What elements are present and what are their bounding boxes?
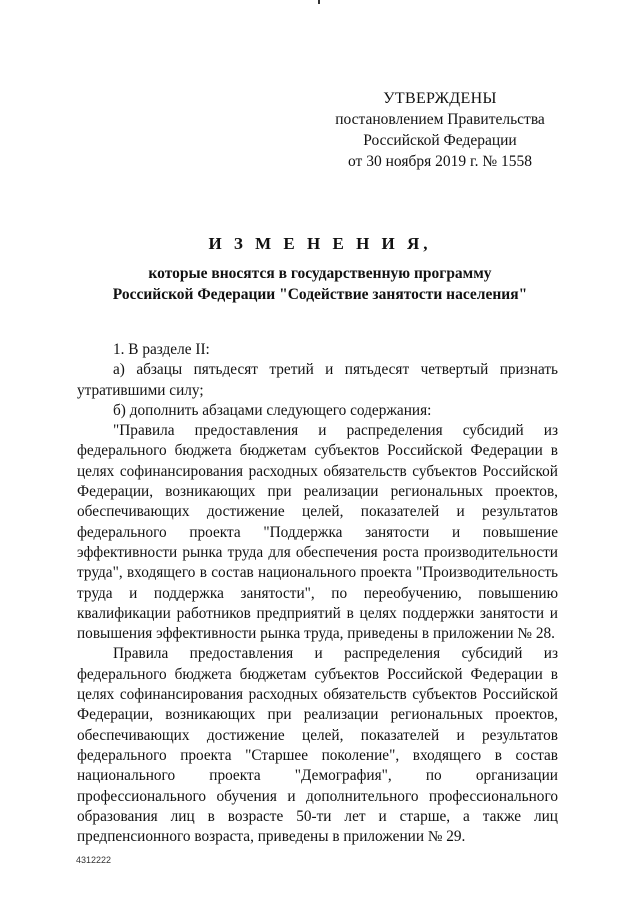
document-code: 4312222 bbox=[76, 855, 112, 865]
paragraph-rules-28: "Правила предоставления и распределения субсидий из федерального бюджета бюджетам субъектов Российской Федерации в целях софинансирования расходных обязательств субъектов Российской Федерации, возникающих при реализации региональных проектов, обеспечивающих достижение целей, показателей и результатов федерального проекта "Поддержка занятости и повышение эффективности рынка труда для обеспечения роста производительности труда", входящего в состав национального проекта "Производительность труда и поддержка занятости", по переобучению, повышению квалификации работников предприятий в целях поддержки занятости и повышения эффективности рынка труда, приведены в приложении № 28. bbox=[77, 422, 558, 643]
document-subheading bbox=[0, 263, 640, 305]
approval-title: УТВЕРЖДЕНЫ bbox=[383, 90, 497, 107]
approval-line-1: постановлением Правительства bbox=[335, 111, 545, 128]
document-body bbox=[77, 340, 558, 847]
approval-block bbox=[330, 88, 550, 172]
paragraph-item-b: б) дополнить абзацами следующего содержания: bbox=[113, 401, 432, 419]
page-top-mark bbox=[318, 0, 320, 4]
paragraph-item-a: а) абзацы пятьдесят третий и пятьдесят четвертый признать утратившими силу; bbox=[77, 361, 558, 399]
paragraph-section-1: 1. В разделе II: bbox=[113, 341, 210, 358]
document-heading: И З М Е Н Е Н И Я, bbox=[208, 234, 432, 253]
paragraph-rules-29: Правила предоставления и распределения субсидий из федерального бюджета бюджетам субъектов Российской Федерации в целях софинансирования расходных обязательств субъектов Российской Федерации, возникающих при реализации региональных проектов, обеспечивающих достижение целей, показателей и результатов федерального проекта "Старшее поколение", входящего в состав национального проекта "Демография", по организации профессионального обучения и дополнительного профессионального образования лиц в возрасте 50-ти лет и старше, а также лиц предпенсионного возраста, приведены в приложении № 29. bbox=[77, 645, 558, 846]
approval-line-2: Российской Федерации bbox=[363, 132, 517, 149]
subheading-line-1: которые вносятся в государственную программу bbox=[148, 265, 492, 282]
approval-line-3: от 30 ноября 2019 г. № 1558 bbox=[348, 153, 532, 170]
subheading-line-2: Российской Федерации "Содействие занятости населения" bbox=[112, 286, 528, 303]
